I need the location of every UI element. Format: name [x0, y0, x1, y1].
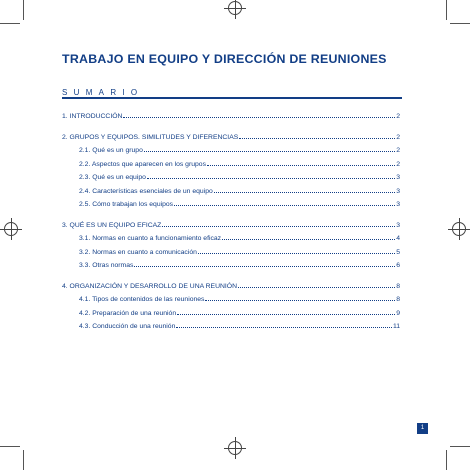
- toc-entry-text: 3. QUÉ ES UN EQUIPO EFICAZ: [62, 221, 162, 229]
- toc-entry-text: 2.3. Qué es un equipo: [79, 174, 146, 181]
- registration-mark-right: [452, 222, 466, 236]
- crop-mark: [446, 450, 447, 470]
- toc-entry[interactable]: [62, 185, 400, 199]
- leader-dots: [214, 191, 395, 193]
- leader-dots: [238, 286, 395, 288]
- toc-entry-page: 3: [396, 221, 400, 229]
- leader-dots: [144, 150, 395, 152]
- page-number: 1: [417, 423, 428, 434]
- toc-entry-page: 2: [396, 113, 400, 120]
- toc-entry-page: 5: [396, 248, 400, 256]
- toc-entry[interactable]: [62, 110, 400, 124]
- leader-dots: [174, 204, 395, 206]
- toc-entry-text: 4.1. Tipos de contenidos de las reuniones: [79, 296, 205, 303]
- toc-entry-text: 4.2. Preparación de una reunión: [79, 309, 177, 317]
- leader-dots: [162, 225, 395, 227]
- toc-entry[interactable]: [62, 259, 400, 273]
- toc-entry-page: 3: [396, 201, 400, 208]
- crop-mark: [446, 0, 447, 20]
- toc-entry-page: 3: [396, 174, 400, 181]
- toc-entry[interactable]: [62, 232, 400, 246]
- crop-mark: [0, 23, 20, 24]
- toc-entry-text: 4.3. Conducción de una reunión: [79, 323, 176, 330]
- registration-mark-top: [228, 1, 242, 15]
- toc-entry-text: 2.1. Qué es un grupo: [79, 147, 143, 154]
- leader-dots: [147, 177, 395, 179]
- section-heading-sumario: SUMARIO: [62, 88, 144, 97]
- toc-entry-page: 2: [396, 133, 400, 141]
- toc-entry-text: 4. ORGANIZACIÓN Y DESARROLLO DE UNA REUNIÓN: [62, 282, 237, 290]
- toc-entry-text: 3.2. Normas en cuanto a comunicación: [79, 248, 197, 256]
- toc-entry[interactable]: [62, 158, 400, 172]
- toc-entry-page: 9: [396, 309, 400, 317]
- leader-dots: [198, 252, 395, 254]
- leader-dots: [222, 238, 395, 240]
- table-of-contents: [62, 110, 400, 334]
- toc-entry[interactable]: [62, 171, 400, 185]
- toc-entry-text: 2.5. Cómo trabajan los equipos: [79, 201, 174, 208]
- crop-mark: [450, 446, 470, 447]
- crop-mark: [23, 0, 24, 20]
- leader-dots: [207, 164, 395, 166]
- toc-entry-page: 8: [396, 296, 400, 303]
- toc-entry[interactable]: [62, 307, 400, 321]
- toc-entry[interactable]: [62, 246, 400, 260]
- toc-entry[interactable]: [62, 280, 400, 294]
- crop-mark: [450, 23, 470, 24]
- toc-entry-page: 4: [396, 235, 400, 242]
- crop-mark: [0, 446, 20, 447]
- toc-entry-page: 2: [396, 147, 400, 154]
- toc-entry-text: 1. INTRODUCCIÓN: [62, 113, 123, 120]
- toc-entry[interactable]: [62, 320, 400, 334]
- toc-entry-page: 6: [396, 262, 400, 269]
- toc-entry-text: 2.4. Características esenciales de un equipo: [79, 187, 213, 195]
- toc-entry[interactable]: [62, 219, 400, 233]
- toc-entry-text: 2.2. Aspectos que aparecen en los grupos: [79, 160, 206, 168]
- leader-dots: [134, 265, 395, 267]
- toc-entry-page: 3: [396, 187, 400, 195]
- leader-dots: [177, 313, 395, 315]
- toc-entry-page: 11: [392, 323, 400, 330]
- toc-entry-page: 2: [396, 160, 400, 168]
- toc-entry[interactable]: [62, 144, 400, 158]
- toc-entry[interactable]: [62, 131, 400, 145]
- crop-mark: [23, 450, 24, 470]
- toc-entry[interactable]: [62, 293, 400, 307]
- toc-entry-text: 3.1. Normas en cuanto a funcionamiento eficaz: [79, 235, 222, 242]
- toc-entry-text: 3.3. Otras normas: [79, 262, 134, 269]
- heading-rule: [62, 97, 402, 99]
- registration-mark-left: [4, 222, 18, 236]
- leader-dots: [176, 326, 392, 328]
- registration-mark-bottom: [228, 441, 242, 455]
- toc-entry-page: 8: [396, 282, 400, 290]
- leader-dots: [205, 299, 395, 301]
- toc-entry[interactable]: [62, 198, 400, 212]
- page-title: TRABAJO EN EQUIPO Y DIRECCIÓN DE REUNIONES: [62, 52, 387, 66]
- leader-dots: [123, 116, 395, 118]
- leader-dots: [239, 137, 395, 139]
- toc-entry-text: 2. GRUPOS Y EQUIPOS. SIMILITUDES Y DIFERENCIAS: [62, 133, 239, 141]
